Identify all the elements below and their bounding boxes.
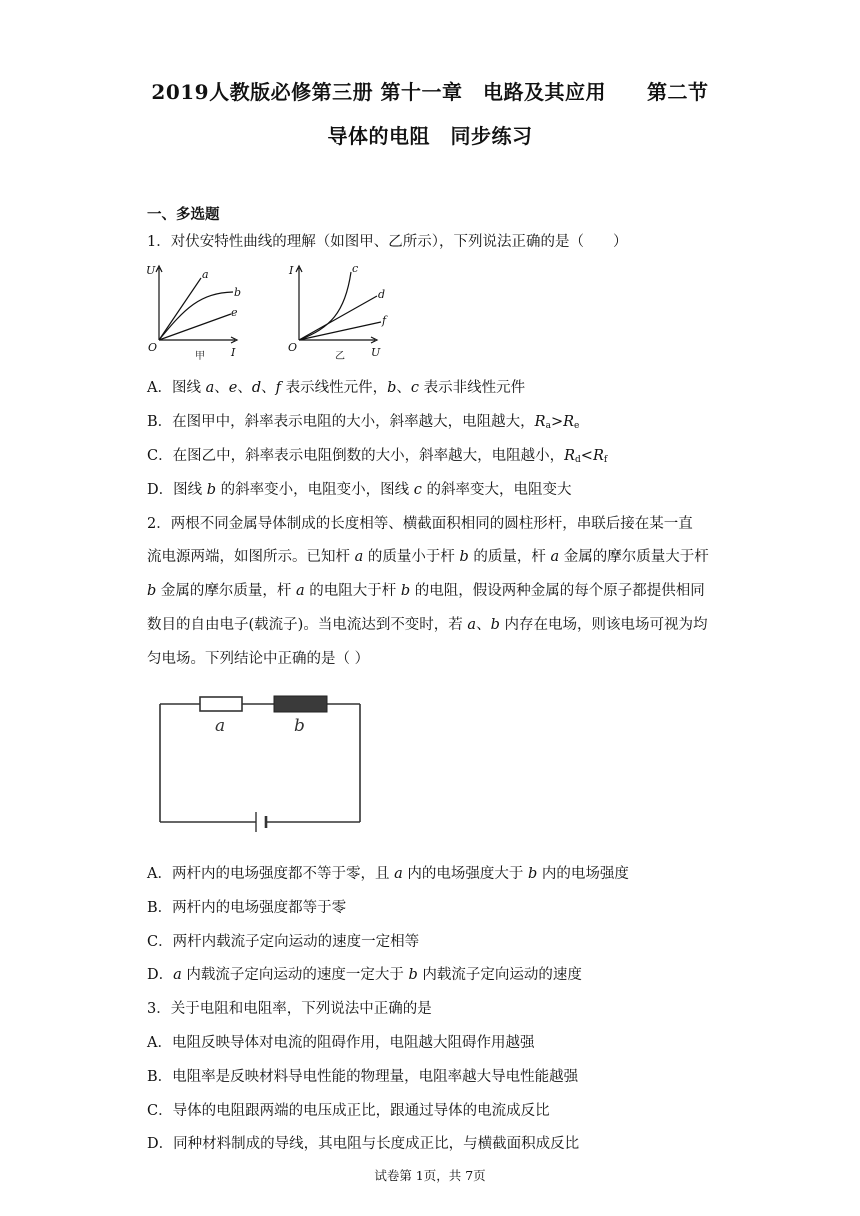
q3-option-a: A．电阻反映导体对电流的阻碍作用，电阻越大阻碍作用越强 xyxy=(147,1035,535,1051)
jia-curve-a-label: a xyxy=(202,268,209,281)
yi-caption: 乙 xyxy=(335,351,345,362)
page-title-line1: 2019人教版必修第三册 第十一章 电路及其应用 第二节 xyxy=(151,80,709,104)
q1-figure-yi xyxy=(285,258,395,364)
yi-y-label: I xyxy=(289,264,294,277)
resistor-b xyxy=(274,696,327,712)
q1-option-b: B．在图甲中，斜率表示电阻的大小，斜率越大，电阻越大，$R_a>R_e$ xyxy=(147,414,580,431)
page-title-line2: 导体的电阻 同步练习 xyxy=(327,124,533,148)
jia-origin: O xyxy=(148,341,158,354)
resistor-a xyxy=(200,697,242,711)
yi-curve-c-label: c xyxy=(352,262,359,275)
q2-stem-line2: 流电源两端，如图所示。已知杆 a 的质量小于杆 b 的质量，杆 a 金属的摩尔质量大于杆 xyxy=(147,549,709,565)
q3-option-c: C．导体的电阻跟两端的电压成正比，跟通过导体的电流成反比 xyxy=(147,1103,550,1119)
yi-origin: O xyxy=(288,341,298,354)
q1-figure-jia xyxy=(145,258,255,364)
q1-option-c: C．在图乙中，斜率表示电阻倒数的大小，斜率越大，电阻越小，$R_d<R_f$ xyxy=(147,448,608,465)
q2-stem-line5: 匀电场。下列结论中正确的是（ ） xyxy=(147,651,370,667)
q2-option-b: B．两杆内的电场强度都等于零 xyxy=(147,900,347,916)
curve-d xyxy=(299,296,377,340)
curve-f xyxy=(299,322,381,340)
q1-stem: 1．对伏安特性曲线的理解（如图甲、乙所示），下列说法正确的是（ ） xyxy=(147,234,628,250)
circuit-label-a: a xyxy=(215,716,226,736)
jia-curve-e-label: e xyxy=(231,306,238,319)
jia-y-label: U xyxy=(146,264,156,277)
yi-curve-f-label: f xyxy=(382,314,387,327)
q3-stem: 3．关于电阻和电阻率，下列说法中正确的是 xyxy=(147,1001,432,1017)
q2-stem-line1: 2．两根不同金属导体制成的长度相等、横截面积相同的圆柱形杆，串联后接在某一直 xyxy=(147,516,693,532)
q2-option-a: A．两杆内的电场强度都不等于零，且 a 内的电场强度大于 b 内的电场强度 xyxy=(147,866,629,882)
yi-x-label: U xyxy=(371,346,381,359)
q2-circuit-diagram xyxy=(150,690,370,835)
q2-option-d: D．a 内载流子定向运动的速度一定大于 b 内载流子定向运动的速度 xyxy=(147,967,582,983)
q2-stem-line4: 数目的自由电子(载流子)。当电流达到不变时，若 a、b 内存在电场，则该电场可视为均 xyxy=(147,617,708,633)
q2-stem-line3: b 金属的摩尔质量，杆 a 的电阻大于杆 b 的电阻，假设两种金属的每个原子都提供相同 xyxy=(147,583,705,599)
q1-option-a: A．图线 a、e、d、f 表示线性元件，b、c 表示非线性元件 xyxy=(147,380,526,396)
jia-curve-b-label: b xyxy=(234,286,242,299)
curve-a xyxy=(159,278,201,340)
section-heading: 一、多选题 xyxy=(147,206,220,223)
q3-option-d: D．同种材料制成的导线，其电阻与长度成正比，与横截面积成反比 xyxy=(147,1136,580,1152)
circuit-label-b: b xyxy=(294,716,305,736)
q2-option-c: C．两杆内载流子定向运动的速度一定相等 xyxy=(147,934,420,950)
q3-option-b: B．电阻率是反映材料导电性能的物理量，电阻率越大导电性能越强 xyxy=(147,1069,579,1085)
jia-x-label: I xyxy=(231,346,236,359)
page-footer: 试卷第 1页，共 7页 xyxy=(374,1168,486,1183)
curve-b xyxy=(159,292,233,340)
q1-option-d: D．图线 b 的斜率变小，电阻变小，图线 c 的斜率变大，电阻变大 xyxy=(147,482,572,498)
jia-caption: 甲 xyxy=(195,351,205,362)
yi-curve-d-label: d xyxy=(378,288,386,301)
